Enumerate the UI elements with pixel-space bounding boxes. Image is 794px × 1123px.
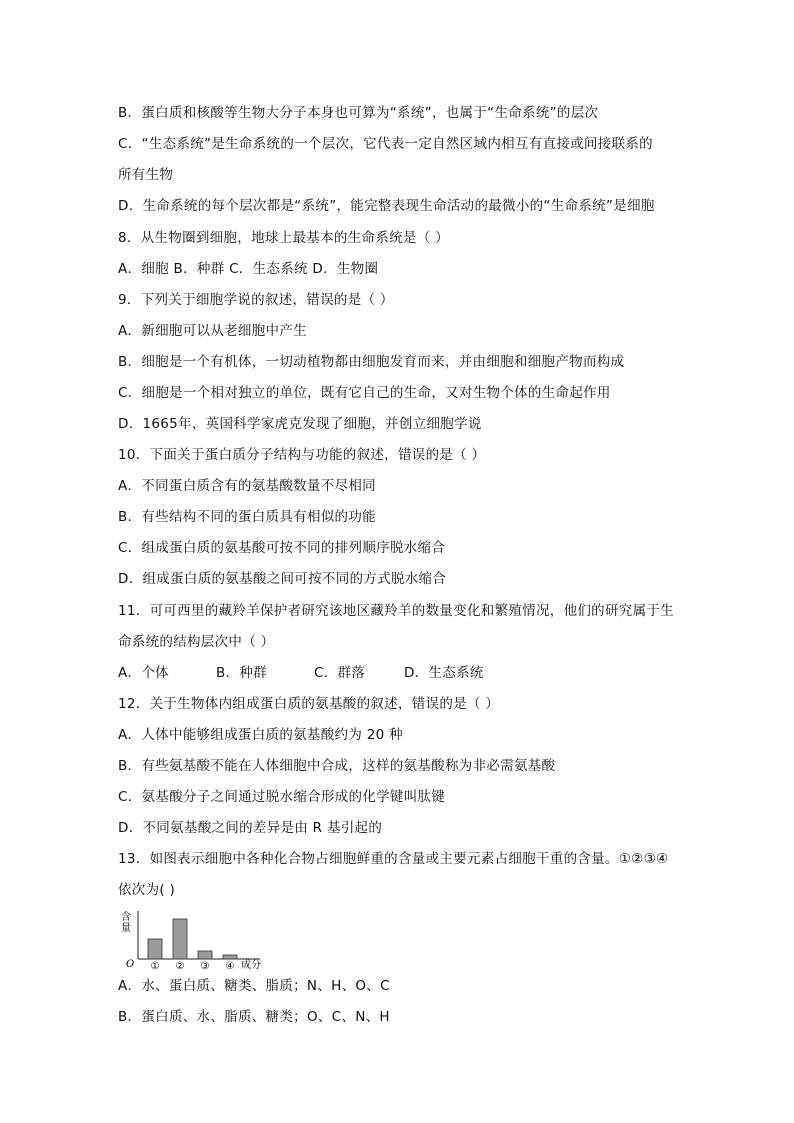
- question-13: 13．如图表示细胞中各种化合物占细胞鲜重的含量或主要元素占细胞干重的含量。①②③④: [118, 851, 669, 867]
- option-b: B．种群: [216, 665, 267, 681]
- option-a: A．个体: [118, 665, 169, 681]
- line-d7: D．生命系统的每个层次都是“系统”，能完整表现生命活动的最微小的“生命系统”是细胞: [118, 198, 655, 214]
- question-12-option-c: C．氨基酸分子之间通过脱水缩合形成的化学键叫肽键: [118, 789, 446, 805]
- line-b7: B．蛋白质和核酸等生物大分子本身也可算为“系统”，也属于“生命系统”的层次: [118, 105, 599, 121]
- question-12-option-b: B．有些氨基酸不能在人体细胞中合成，这样的氨基酸称为非必需氨基酸: [118, 758, 556, 774]
- tick-label-3: ③: [200, 961, 210, 971]
- question-11-options: [118, 664, 484, 682]
- tick-label-2: ②: [175, 961, 185, 971]
- question-12: 12．关于生物体内组成蛋白质的氨基酸的叙述，错误的是（ ）: [118, 696, 500, 712]
- question-13-option-a: A．水、蛋白质、糖类、脂质；N、H、O、C: [118, 978, 390, 994]
- question-9-option-c: C．细胞是一个相对独立的单位，既有它自己的生命，又对生物个体的生命起作用: [118, 385, 611, 401]
- bar-3: [198, 951, 212, 959]
- question-11-cont: 命系统的结构层次中（ ）: [118, 634, 275, 650]
- question-9-option-a: A．新细胞可以从老细胞中产生: [118, 323, 307, 339]
- question-8-options: A．细胞 B．种群 C．生态系统 D．生物圈: [118, 261, 379, 277]
- question-10: 10．下面关于蛋白质分子结构与功能的叙述，错误的是（ ）: [118, 447, 486, 463]
- option-d: D．生态系统: [404, 665, 484, 681]
- y-label-bottom: 量: [121, 923, 131, 934]
- x-axis-label: 成分: [241, 960, 261, 971]
- question-12-option-d: D．不同氨基酸之间的差异是由 R 基引起的: [118, 820, 383, 836]
- tick-label-1: ①: [150, 961, 160, 971]
- question-10-option-a: A．不同蛋白质含有的氨基酸数量不尽相同: [118, 478, 376, 494]
- question-13-option-b: B．蛋白质、水、脂质、糖类；O、C、N、H: [118, 1009, 390, 1025]
- question-9-option-b: B．细胞是一个有机体，一切动植物都由细胞发育而来，并由细胞和细胞产物而构成: [118, 354, 625, 370]
- compound-content-chart: [118, 907, 278, 971]
- bar-2: [173, 919, 187, 959]
- question-9: 9．下列关于细胞学说的叙述，错误的是（ ）: [118, 292, 394, 308]
- question-10-option-b: B．有些结构不同的蛋白质具有相似的功能: [118, 509, 376, 525]
- question-11: 11．可可西里的藏羚羊保护者研究该地区藏羚羊的数量变化和繁殖情况，他们的研究属于生: [118, 603, 674, 619]
- origin-label: O: [126, 959, 135, 970]
- question-9-option-d: D．1665年，英国科学家虎克发现了细胞，并创立细胞学说: [118, 416, 482, 432]
- line-c7: C．“生态系统”是生命系统的一个层次，它代表一定自然区域内相互有直接或间接联系的: [118, 136, 653, 152]
- question-10-option-c: C．组成蛋白质的氨基酸可按不同的排列顺序脱水缩合: [118, 540, 446, 556]
- y-label-top: 含: [121, 912, 131, 923]
- tick-label-4: ④: [225, 961, 235, 971]
- bar-1: [148, 939, 162, 959]
- bar-4: [223, 955, 237, 959]
- option-c: C．群落: [314, 665, 366, 681]
- question-8: 8．从生物圈到细胞，地球上最基本的生命系统是（ ）: [118, 230, 449, 246]
- question-10-option-d: D．组成蛋白质的氨基酸之间可按不同的方式脱水缩合: [118, 571, 447, 587]
- question-13-cont: 依次为( ): [118, 882, 176, 898]
- question-12-option-a: A．人体中能够组成蛋白质的氨基酸约为 20 种: [118, 727, 403, 743]
- line-c7-cont: 所有生物: [118, 167, 174, 183]
